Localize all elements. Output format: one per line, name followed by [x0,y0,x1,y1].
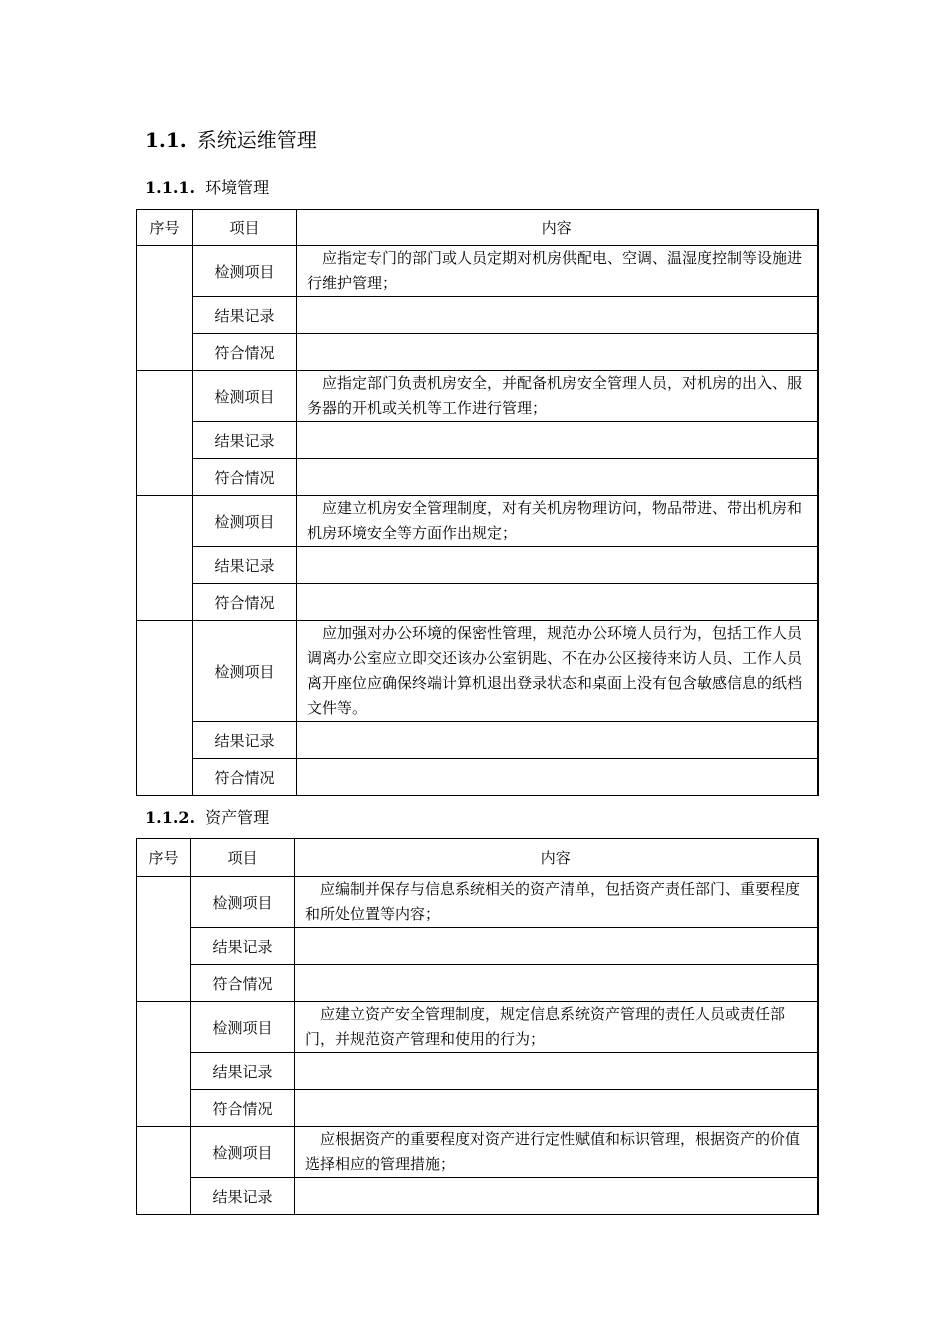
comply-cell [297,759,818,796]
comply-label: 符合情况 [191,1090,295,1127]
table-row [137,1090,818,1127]
table-row [137,1053,818,1090]
result-label: 结果记录 [193,547,297,584]
header-content: 内容 [295,839,818,877]
comply-cell [295,1090,818,1127]
table-row [137,584,818,621]
table-row [137,246,818,297]
check-content [297,371,818,422]
heading-system-ops [145,124,317,153]
check-content [295,1127,818,1178]
comply-label: 符合情况 [193,334,297,371]
table-row [137,877,818,928]
comply-label: 符合情况 [193,584,297,621]
heading-asset [145,805,269,828]
result-cell [297,547,818,584]
heading-number: 1.1. [145,128,187,152]
table-header-row [137,210,818,246]
table-row [137,1002,818,1053]
result-cell [295,1178,818,1215]
check-label: 检测项目 [193,371,297,422]
check-text: 应编制并保存与信息系统相关的资产清单，包括资产责任部门、重要程度和所处位置等内容； [305,880,801,923]
result-label: 结果记录 [193,722,297,759]
check-text: 应根据资产的重要程度对资产进行定性赋值和标识管理，根据资产的价值选择相应的管理措施； [305,1130,801,1173]
seq-cell [137,1127,191,1215]
comply-cell [297,334,818,371]
comply-label: 符合情况 [193,459,297,496]
check-content [295,877,818,928]
header-seq: 序号 [137,839,191,877]
seq-cell [137,1002,191,1127]
result-label: 结果记录 [191,1178,295,1215]
header-seq: 序号 [137,210,193,246]
check-text: 应建立资产安全管理制度，规定信息系统资产管理的责任人员或责任部门，并规范资产管理和使用的行为； [305,1005,786,1048]
asset-table [136,838,819,1215]
section-text: 资产管理 [205,808,270,827]
seq-cell [137,246,193,371]
header-content: 内容 [297,210,818,246]
seq-cell [137,371,193,496]
table-row [137,759,818,796]
result-cell [295,928,818,965]
result-cell [297,722,818,759]
table-row [137,459,818,496]
header-item: 项目 [191,839,295,877]
check-content [297,246,818,297]
check-label: 检测项目 [193,496,297,547]
check-content [295,1002,818,1053]
heading-text: 系统运维管理 [196,128,317,152]
check-label: 检测项目 [193,621,297,722]
check-text: 应指定专门的部门或人员定期对机房供配电、空调、温湿度控制等设施进行维护管理； [307,249,803,292]
result-label: 结果记录 [191,928,295,965]
table-row [137,1178,818,1215]
section-number: 1.1.1. [145,178,196,197]
check-label: 检测项目 [191,1002,295,1053]
section-text: 环境管理 [205,178,270,197]
check-label: 检测项目 [191,877,295,928]
table-row [137,334,818,371]
comply-cell [297,584,818,621]
check-content [297,496,818,547]
comply-label: 符合情况 [193,759,297,796]
result-label: 结果记录 [193,422,297,459]
table-row [137,722,818,759]
result-cell [295,1053,818,1090]
table-header-row [137,839,818,877]
result-cell [297,422,818,459]
result-label: 结果记录 [191,1053,295,1090]
comply-cell [297,459,818,496]
table-row [137,547,818,584]
comply-cell [295,965,818,1002]
table-row [137,928,818,965]
comply-label: 符合情况 [191,965,295,1002]
table-row [137,621,818,722]
header-item: 项目 [193,210,297,246]
table-row [137,297,818,334]
check-content [297,621,818,722]
section-number: 1.1.2. [145,808,196,827]
table-row [137,496,818,547]
table-row [137,1127,818,1178]
check-label: 检测项目 [193,246,297,297]
table-row [137,371,818,422]
heading-environment [145,175,269,198]
environment-table [136,209,819,796]
check-label: 检测项目 [191,1127,295,1178]
table-row [137,422,818,459]
result-label: 结果记录 [193,297,297,334]
result-cell [297,297,818,334]
table-row [137,965,818,1002]
seq-cell [137,621,193,796]
seq-cell [137,877,191,1002]
check-text: 应指定部门负责机房安全，并配备机房安全管理人员，对机房的出入、服务器的开机或关机等工作进行管理； [307,374,803,417]
seq-cell [137,496,193,621]
check-text: 应建立机房安全管理制度，对有关机房物理访问，物品带进、带出机房和机房环境安全等方面作出规定； [307,499,803,542]
check-text: 应加强对办公环境的保密性管理，规范办公环境人员行为，包括工作人员调离办公室应立即交还该办公室钥匙、不在办公区接待来访人员、工作人员离开座位应确保终端计算机退出登录状态和桌面上没有包含敏感信息的纸档文件等。 [307,624,803,717]
